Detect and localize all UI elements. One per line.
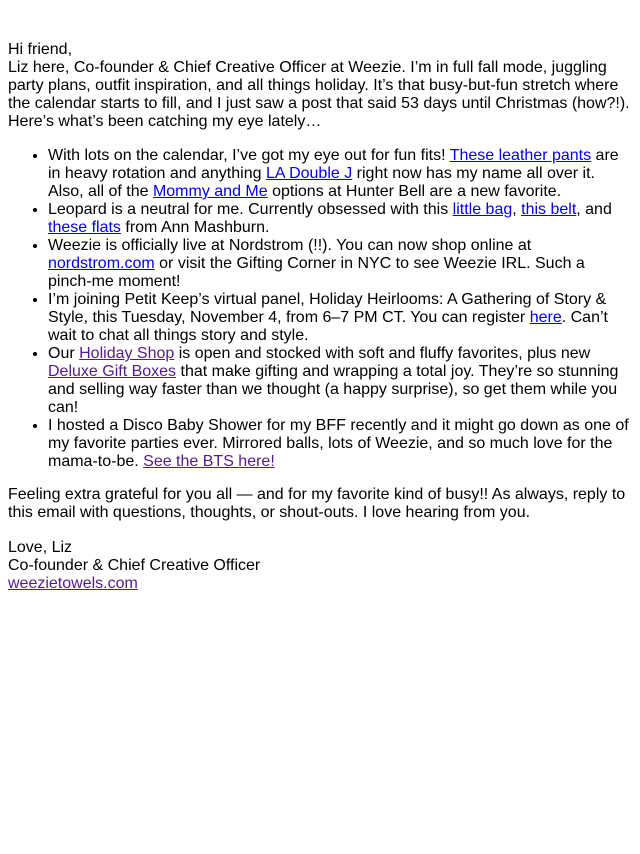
panel-text-1: I’m joining Petit Keep’s virtual panel, Holiday Heirlooms: A Gathering of Story & Style, this Tuesday, November 4, from 6–7 PM CT. You can register <box>48 291 607 326</box>
list-item-holiday-shop <box>48 345 632 417</box>
shop-text-1: Our <box>48 345 80 362</box>
deluxe-gift-boxes-link[interactable]: Deluxe Gift Boxes <box>48 363 177 380</box>
signoff-title: Co-founder & Chief Creative Officer <box>8 557 261 574</box>
fits-text-3: right now has my name all over it. Also, all of the <box>48 165 595 200</box>
shop-text-3: that make gifting and wrapping a total joy. They’re so stunning and selling way faster than we thought (a happy surprise), so get them while you can! <box>48 363 619 416</box>
fits-text-2: are in heavy rotation and anything <box>48 147 619 182</box>
intro-paragraph: Liz here, Co-founder & Chief Creative Officer at Weezie. I’m in full fall mode, juggling party plans, outfit inspiration, and all things holiday. It’s that busy-but-fun stretch where the calendar starts to fill, and I just saw a post that said 53 days until Christmas (how?!). Here’s what’s been catching my eye lately… <box>8 59 630 130</box>
these-flats-link[interactable]: these flats <box>48 219 121 236</box>
website-link[interactable]: weezietowels.com <box>8 575 138 592</box>
greeting: Hi friend, <box>8 41 73 58</box>
fits-text-4: options at Hunter Bell are a new favorite. <box>267 183 562 200</box>
list-item-fits <box>48 147 632 201</box>
leopard-text-4: from Ann Mashburn. <box>120 219 270 236</box>
see-bts-link[interactable]: See the BTS here! <box>143 453 275 470</box>
la-double-j-link[interactable]: LA Double J <box>265 165 353 182</box>
leather-pants-link[interactable]: These leather pants <box>449 147 592 164</box>
signoff-website-line <box>8 575 632 593</box>
list-item-leopard <box>48 201 632 237</box>
list-item-baby-shower <box>48 417 632 471</box>
leopard-text-2: , <box>512 201 522 218</box>
little-bag-link[interactable]: little bag <box>452 201 513 218</box>
closing-paragraph: Feeling extra grateful for you all — and for my favorite kind of busy!! As always, reply to this email with questions, thoughts, or shout-outs. I love hearing from you. <box>8 486 626 521</box>
shop-text-2: is open and stocked with soft and fluffy favorites, plus new <box>174 345 591 362</box>
holiday-shop-link[interactable]: Holiday Shop <box>79 345 175 362</box>
list-item-nordstrom <box>48 237 632 291</box>
highlights-list <box>8 147 632 471</box>
this-belt-link[interactable]: this belt <box>521 201 577 218</box>
leopard-text-3: , and <box>576 201 612 218</box>
panel-text-2: . Can’t wait to chat all things story and style. <box>48 309 608 344</box>
leopard-text-1: Leopard is a neutral for me. Currently obsessed with this <box>48 201 453 218</box>
register-here-link[interactable]: here <box>529 309 562 326</box>
list-item-panel <box>48 291 632 345</box>
nordstrom-link[interactable]: nordstrom.com <box>48 255 155 272</box>
signoff-love: Love, Liz <box>8 539 73 556</box>
fits-text-1: With lots on the calendar, I’ve got my eye out for fun fits! <box>48 147 450 164</box>
nordstrom-text-2: or visit the Gifting Corner in NYC to see Weezie IRL. Such a pinch-me moment! <box>48 255 585 290</box>
mommy-and-me-link[interactable]: Mommy and Me <box>152 183 268 200</box>
nordstrom-text-1: Weezie is officially live at Nordstrom (!!). You can now shop online at <box>48 237 532 254</box>
shower-text-1: I hosted a Disco Baby Shower for my BFF recently and it might go down as one of my favorite parties ever. Mirrored balls, lots of Weezie, and so much love for the mama-to-be. <box>48 417 629 470</box>
